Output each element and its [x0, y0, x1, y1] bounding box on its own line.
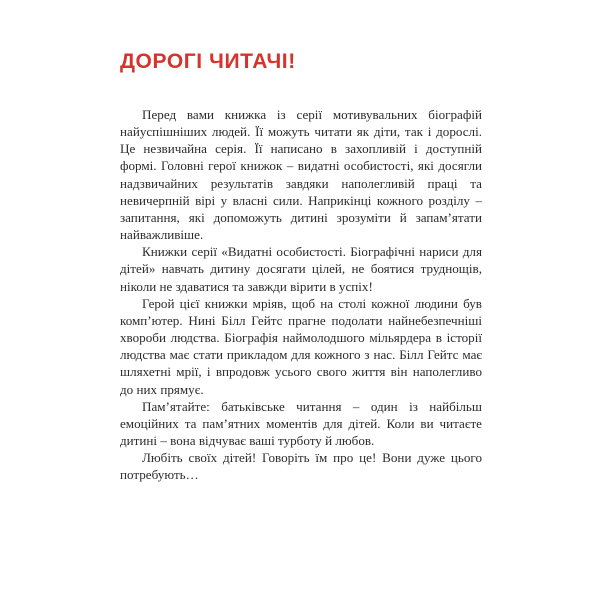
page-content-block: [120, 50, 482, 483]
paragraph-1: Перед вами книжка із серії мотивувальних біографій найуспішніших людей. Її можуть читати як діти, так і дорослі. Це незвичайна серія. Її написано в захопливій і доступній формі. Головні герої книжок – видатні особистості, які досягли надзвичайних результатів завдяки наполегливій праці та невичерпній вірі у власні сили. Наприкінці кожного розділу – запитання, які допоможуть дитині зрозуміти й запам’ятати найважливіше.: [120, 107, 482, 243]
body-text-container: [120, 106, 482, 483]
paragraph-4: Пам’ятайте: батьківське читання – один із найбільш емоційних та пам’ятних моментів для дітей. Коли ви читаєте дитині – вона відчуває ваші турботу й любов.: [120, 398, 482, 448]
paragraph-5: Любіть своїх дітей! Говоріть їм про це! Вони дуже цього потребують…: [120, 450, 482, 483]
paragraph-3: Герой цієї книжки мріяв, щоб на столі кожної людини був комп’ютер. Нині Білл Гейтс прагне подолати найнебезпечніші хвороби людства. Біографія наймолодшого мільярдера в історії людства має стати прикладом для кожного з нас. Білл Гейтс має шляхетні мрії, і впродовж усього свого життя він наполегливо до них прямує.: [120, 295, 482, 397]
page-title: ДОРОГІ ЧИТАЧІ!: [120, 50, 296, 73]
paragraph-2: Книжки серії «Видатні особистості. Біографічні нариси для дітей» навчать дитину досягати цілей, не боятися труднощів, ніколи не здаватися та завжди вірити в успіх!: [120, 244, 482, 294]
